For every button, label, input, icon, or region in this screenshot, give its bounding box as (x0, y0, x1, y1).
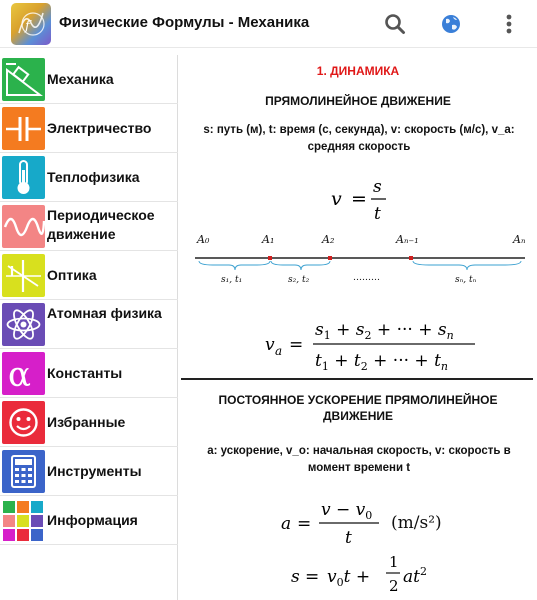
sidebar-item-label: Информация (47, 512, 138, 528)
sidebar-item-label: Электричество (47, 120, 152, 136)
svg-text:=: = (289, 335, 304, 355)
svg-text:1: 1 (389, 553, 399, 571)
svg-text:2: 2 (389, 577, 399, 595)
info-grid-icon (2, 499, 45, 542)
optics-icon (2, 254, 45, 297)
svg-text:v0t +: $v_0t$ + (327, 567, 371, 589)
svg-text:s1 + s2 + ··· + sn: $s_1 + s_2$ + ··· + $s_n$ (315, 320, 454, 342)
mechanics-incline-icon (2, 58, 45, 101)
capacitor-icon (2, 107, 45, 150)
svg-text:v: v (331, 188, 342, 210)
svg-text:t: t (345, 528, 352, 548)
sidebar-item-atomic[interactable] (0, 300, 178, 349)
segment-label: sₙ, tₙ (455, 275, 477, 285)
sidebar-item-mechanics[interactable] (0, 55, 178, 104)
sidebar-item-label: Механика (47, 71, 114, 87)
svg-text:t: t (374, 204, 381, 224)
segment-label: s₁, t₁ (221, 275, 243, 285)
sidebar-item-label: Оптика (47, 267, 97, 283)
subsection-title: ПРЯМОЛИНЕЙНОЕ ДВИЖЕНИЕ (265, 94, 451, 108)
sidebar-item-label: Избранные (47, 414, 126, 430)
sine-wave-icon (2, 205, 45, 248)
sidebar-item-label: Теплофизика (47, 169, 140, 185)
path-segment-diagram (191, 233, 529, 295)
displacement-formula (289, 549, 469, 600)
search-icon[interactable] (381, 10, 409, 38)
section-title: 1. ДИНАМИКА (316, 64, 400, 78)
acceleration-formula (279, 495, 469, 551)
calculator-icon (2, 450, 45, 493)
svg-text:=: = (297, 514, 312, 534)
atom-icon (2, 303, 45, 346)
point-label: A₁ (262, 233, 275, 246)
app-logo (11, 3, 51, 45)
sidebar-item-constants[interactable] (0, 349, 178, 398)
svg-text:f: f (25, 19, 30, 34)
svg-text:α: α (8, 355, 31, 395)
app-title: Физические Формулы - Механика (59, 14, 310, 31)
acceleration-unit: (m/s²) (391, 513, 442, 533)
segment-label: ……… (353, 273, 380, 283)
sidebar-item-info[interactable] (0, 496, 178, 545)
point-label: A₂ (322, 233, 335, 246)
alpha-icon (2, 352, 45, 395)
sidebar (0, 55, 178, 600)
sidebar-item-favorites[interactable] (0, 398, 178, 447)
sidebar-item-tools[interactable] (0, 447, 178, 496)
sidebar-item-optics[interactable] (0, 251, 178, 300)
thermometer-icon (2, 156, 45, 199)
variable-description: a: ускорение, v_o: начальная скорость, v: скорость в момент времени t (207, 445, 511, 474)
point-label: Aₙ (513, 233, 526, 246)
sidebar-item-label: Периодическое движение (47, 207, 155, 242)
svg-text:v − v0: $v - v_0$ (321, 500, 373, 522)
point-label: Aₙ₋₁ (396, 233, 419, 246)
average-velocity-formula (263, 313, 483, 375)
velocity-formula (327, 171, 407, 227)
sidebar-item-label: Константы (47, 365, 123, 381)
svg-text:a: a (281, 514, 292, 534)
svg-text:v: v (265, 335, 275, 355)
sidebar-item-thermal[interactable] (0, 153, 178, 202)
sidebar-item-periodic[interactable] (0, 202, 178, 251)
sidebar-item-electricity[interactable] (0, 104, 178, 153)
subsection-title: ПОСТОЯННОЕ УСКОРЕНИЕ ПРЯМОЛИНЕЙНОЕ ДВИЖЕНИЕ (218, 393, 498, 423)
svg-text:s: s (291, 567, 300, 587)
smiley-icon (2, 401, 45, 444)
point-label: A₀ (197, 233, 210, 246)
formula-content[interactable] (179, 55, 537, 600)
svg-text:=: = (305, 567, 320, 587)
svg-text:s: s (373, 177, 382, 197)
svg-text:a: a (275, 344, 283, 358)
variable-description: s: путь (м), t: время (с, секунда), v: скорость (м/с), v_a: средняя скорость (203, 124, 515, 153)
more-vert-icon[interactable] (495, 10, 523, 38)
section-divider (181, 378, 533, 380)
sidebar-item-label: Инструменты (47, 463, 142, 479)
svg-text:at2: $at^2$ (403, 565, 427, 587)
sidebar-item-label: Атомная физика (47, 305, 162, 321)
svg-text:t1 + t2 + ··· + tn: $t_1 + t_2$ + ··· + $t_n$ (315, 351, 449, 373)
svg-text:=: = (351, 188, 367, 210)
app-bar (0, 0, 537, 48)
segment-label: s₂, t₂ (288, 275, 310, 285)
globe-icon[interactable] (437, 10, 465, 38)
